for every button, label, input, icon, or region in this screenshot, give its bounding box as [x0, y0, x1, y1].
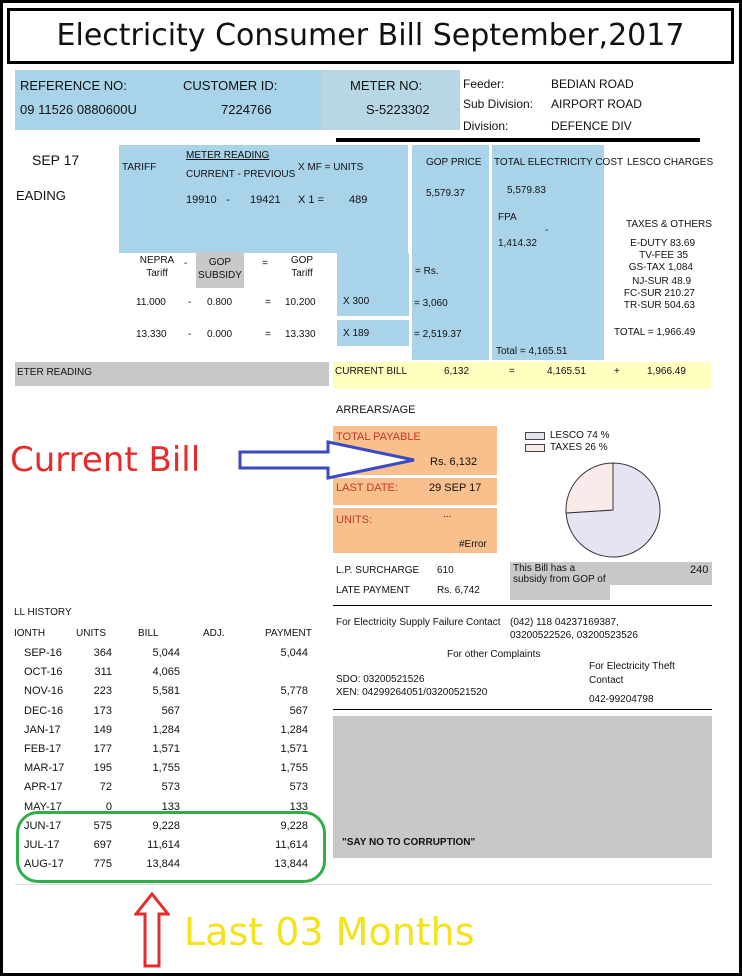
- last-date-value: 29 SEP 17: [429, 482, 482, 494]
- total-payable-label: TOTAL PAYABLE: [336, 431, 421, 443]
- table-row: [0, 647, 330, 666]
- history-header-bill: BILL: [138, 628, 159, 639]
- current-previous-label: CURRENT - PREVIOUS: [186, 169, 296, 180]
- failure-contact-numbers-2: 03200522526, 03200523526: [510, 630, 638, 641]
- rs-label: = Rs.: [415, 266, 439, 277]
- table-row: [0, 781, 330, 800]
- arrears-label: ARREARS/AGE: [336, 404, 416, 416]
- reading-dash: -: [226, 194, 230, 206]
- tariff-row-1-units: X 300: [337, 290, 409, 316]
- history-payment: 9,228: [280, 819, 308, 832]
- table-row: [0, 705, 330, 724]
- last-months-annotation: Last 03 Months: [184, 910, 475, 954]
- history-units: 575: [93, 819, 112, 832]
- tariff-row-2-subsidy: 0.000: [207, 329, 233, 340]
- gop-tariff-label: GOP Tariff: [290, 255, 314, 279]
- history-bill: 573: [161, 781, 180, 794]
- tariff-row-2-units: X 189: [337, 320, 409, 346]
- history-units: 311: [94, 666, 112, 679]
- history-month: APR-17: [24, 781, 63, 794]
- taxes-total: TOTAL = 1,966.49: [614, 327, 696, 338]
- x-mf-units-label: X MF = UNITS: [298, 162, 364, 173]
- table-row: [0, 762, 330, 781]
- late-payment-label: LATE PAYMENT: [336, 585, 410, 596]
- history-units: 775: [93, 858, 112, 871]
- tariff-row-1-amount: = 3,060: [412, 290, 489, 316]
- history-bill: 9,228: [152, 819, 180, 832]
- history-month: JUL-17: [24, 839, 60, 851]
- history-payment: 5,778: [280, 685, 308, 698]
- tariff-label: TARIFF: [122, 162, 157, 173]
- tariff-minus: -: [184, 258, 188, 269]
- total-line: Total = 4,165.51: [496, 346, 568, 357]
- failure-contact-label: For Electricity Supply Failure Contact: [336, 617, 501, 628]
- history-header-units: UNITS: [76, 628, 106, 639]
- history-bill: 5,581: [152, 685, 180, 698]
- history-month: FEB-17: [24, 743, 62, 755]
- fpa-value: 1,414.32: [498, 238, 537, 249]
- history-bill: 567: [161, 704, 180, 717]
- units-dots: ...: [443, 509, 452, 520]
- history-units: 0: [105, 800, 112, 813]
- history-header-adj: ADJ.: [203, 628, 225, 639]
- table-row: [0, 666, 330, 685]
- history-month: JAN-17: [24, 723, 61, 736]
- current-bill-value: 6,132: [444, 366, 470, 377]
- history-payment: 13,844: [274, 858, 308, 871]
- tariff-row-2-equals: =: [265, 329, 271, 340]
- contacts-bottom-divider: [333, 709, 712, 710]
- tax-item-nj-sur: NJ-SUR 48.9: [632, 276, 691, 287]
- history-header-month: IONTH: [14, 628, 46, 639]
- fpa-dash: -: [545, 225, 549, 236]
- history-month: AUG-17: [24, 858, 64, 871]
- history-month: SEP-16: [24, 647, 62, 659]
- legend-lesco-label: LESCO 74 %: [550, 430, 610, 441]
- table-row: [0, 724, 330, 743]
- sdo-contact: SDO: 03200521526: [336, 674, 425, 685]
- meter-label: METER NO:: [350, 78, 423, 93]
- history-bill: 13,844: [146, 858, 180, 871]
- history-payment: 1,755: [280, 762, 308, 775]
- contacts-top-divider: [333, 605, 712, 606]
- bill-month: SEP 17: [32, 152, 80, 168]
- history-bill: 5,044: [152, 647, 180, 659]
- history-month: OCT-16: [24, 666, 63, 679]
- legend-taxes-label: TAXES 26 %: [550, 442, 608, 453]
- history-bill: 1,571: [152, 743, 180, 755]
- right-arrow-icon: [238, 440, 418, 480]
- tax-item-e-duty: E-DUTY 83.69: [630, 238, 695, 249]
- history-payment: 567: [289, 704, 308, 717]
- surcharge-label: L.P. SURCHARGE: [336, 565, 420, 576]
- history-month: MAR-17: [24, 762, 65, 775]
- total-cost-panel: [492, 145, 604, 360]
- division-label: Division:: [463, 119, 509, 133]
- history-bill: 11,614: [147, 839, 180, 851]
- tax-item-fc-sur: FC-SUR 210.27: [623, 288, 695, 299]
- current-bill-label: CURRENT BILL: [335, 366, 408, 377]
- history-units: 173: [93, 704, 112, 717]
- tax-item-tv-fee: TV-FEE 35: [639, 250, 688, 261]
- legend-lesco-swatch: [525, 432, 545, 440]
- last-months-highlight: [16, 811, 326, 883]
- history-bill: 1,755: [152, 762, 180, 775]
- tariff-row-2-gop: 13.330: [285, 329, 316, 340]
- table-row: [0, 743, 330, 762]
- last-date-label: LAST DATE:: [336, 482, 398, 494]
- meter-reading-bar: ETER READING: [15, 362, 329, 386]
- history-title: LL HISTORY: [14, 607, 72, 618]
- corruption-slogan: "SAY NO TO CORRUPTION": [342, 837, 476, 848]
- tariff-row-1-equals: =: [265, 297, 271, 308]
- total-payable-value: Rs. 6,132: [430, 456, 478, 468]
- footer-divider: [15, 884, 712, 885]
- total-cost-label: TOTAL ELECTRICITY COST: [494, 157, 624, 168]
- history-units: 223: [93, 685, 112, 698]
- history-units: 364: [93, 647, 112, 659]
- failure-contact-numbers-1: (042) 118 04237169387,: [510, 617, 619, 628]
- history-payment: 5,044: [280, 647, 308, 659]
- units-error: #Error: [459, 539, 487, 550]
- surcharge-value: 610: [437, 565, 454, 576]
- history-month: DEC-16: [24, 704, 64, 717]
- units-label: UNITS:: [336, 514, 373, 526]
- current-reading: 19910: [186, 194, 217, 206]
- history-units: 177: [93, 743, 112, 755]
- gop-subsidy-label: GOP SUBSIDY: [196, 252, 244, 288]
- subsidy-value: 240: [690, 564, 709, 576]
- reference-label: REFERENCE NO:: [20, 78, 127, 93]
- fpa-label: FPA: [498, 212, 517, 223]
- reading-label: EADING: [16, 188, 66, 203]
- subdivision-value: AIRPORT ROAD: [551, 97, 642, 111]
- history-payment: 1,284: [280, 723, 308, 736]
- current-bill-taxes: 1,966.49: [647, 366, 686, 377]
- theft-contact-label-2: Contact: [589, 675, 624, 686]
- tariff-gap-fill: [337, 253, 409, 290]
- history-payment: 1,571: [280, 743, 308, 755]
- header-divider: [336, 138, 700, 142]
- tariff-row-2-amount: = 2,519.37: [412, 320, 489, 346]
- previous-reading: 19421: [250, 194, 281, 206]
- nepra-tariff-label: NEPRA Tariff: [139, 255, 175, 279]
- theft-contact-number: 042-99204798: [589, 694, 654, 705]
- gop-price-label: GOP PRICE: [426, 157, 482, 168]
- tariff-row-1-subsidy: 0.800: [207, 297, 233, 308]
- history-bill: 4,065: [152, 666, 180, 679]
- subdivision-label: Sub Division:: [463, 97, 534, 111]
- history-units: 72: [99, 781, 112, 794]
- lesco-charges-label: LESCO CHARGES: [627, 157, 714, 168]
- current-bill-amount: 4,165.51: [547, 366, 586, 377]
- division-value: DEFENCE DIV: [551, 119, 632, 133]
- history-bill: 133: [161, 800, 180, 813]
- history-units: 697: [93, 839, 112, 851]
- tariff-row-1-gop: 10.200: [285, 297, 316, 308]
- current-bill-eq: =: [509, 366, 515, 377]
- tariff-row-1-nepra: 11.000: [136, 297, 166, 308]
- tax-item-tr-sur: TR-SUR 504.63: [623, 300, 695, 311]
- page-title: Electricity Consumer Bill September,2017: [7, 8, 734, 64]
- history-month: JUN-17: [24, 819, 62, 832]
- history-month: MAY-17: [24, 800, 62, 813]
- other-complaints-label: For other Complaints: [447, 649, 541, 660]
- subsidy-note: This Bill has a subsidy from GOP of: [513, 563, 606, 585]
- theft-contact-label-1: For Electricity Theft: [589, 661, 675, 672]
- total-cost-value: 5,579.83: [507, 185, 546, 196]
- gop-price-value: 5,579.37: [426, 188, 465, 199]
- history-units: 149: [93, 723, 112, 736]
- history-bill: 1,284: [152, 723, 180, 736]
- taxes-others-label: TAXES & OTHERS: [626, 219, 712, 230]
- history-payment: 11,614: [275, 839, 308, 851]
- late-payment-value: Rs. 6,742: [437, 585, 480, 596]
- reference-value: 09 11526 0880600U: [20, 102, 137, 117]
- table-row: [0, 685, 330, 704]
- pie-slice-taxes: [566, 463, 613, 513]
- xen-contact: XEN: 04299264051/03200521520: [336, 687, 488, 698]
- history-payment: 133: [289, 800, 308, 813]
- history-units: 195: [93, 762, 112, 775]
- tariff-row-1-minus: -: [188, 297, 192, 308]
- feeder-value: BEDIAN ROAD: [551, 77, 634, 91]
- meter-value: S-5223302: [366, 102, 430, 117]
- current-bill-plus: +: [614, 366, 620, 377]
- tax-item-gs-tax: GS-TAX 1,084: [628, 262, 693, 273]
- history-header-payment: PAYMENT: [265, 628, 312, 639]
- tariff-equals: =: [262, 258, 268, 269]
- history-month: NOV-16: [24, 685, 64, 698]
- tariff-row-2-nepra: 13.330: [136, 329, 167, 340]
- pie-chart: [563, 460, 663, 560]
- history-payment: 573: [289, 781, 308, 794]
- customer-label: CUSTOMER ID:: [183, 78, 278, 93]
- up-arrow-icon: [134, 892, 170, 968]
- multiplier: X 1 =: [298, 194, 324, 206]
- legend-taxes-swatch: [525, 444, 545, 452]
- subsidy-box-left: [510, 585, 610, 600]
- feeder-label: Feeder:: [463, 77, 505, 91]
- tariff-row-2-minus: -: [188, 329, 192, 340]
- units-consumed: 489: [349, 194, 368, 206]
- meter-reading-label: METER READING: [186, 150, 270, 161]
- current-bill-annotation: Current Bill: [10, 440, 201, 480]
- customer-value: 7224766: [221, 102, 272, 117]
